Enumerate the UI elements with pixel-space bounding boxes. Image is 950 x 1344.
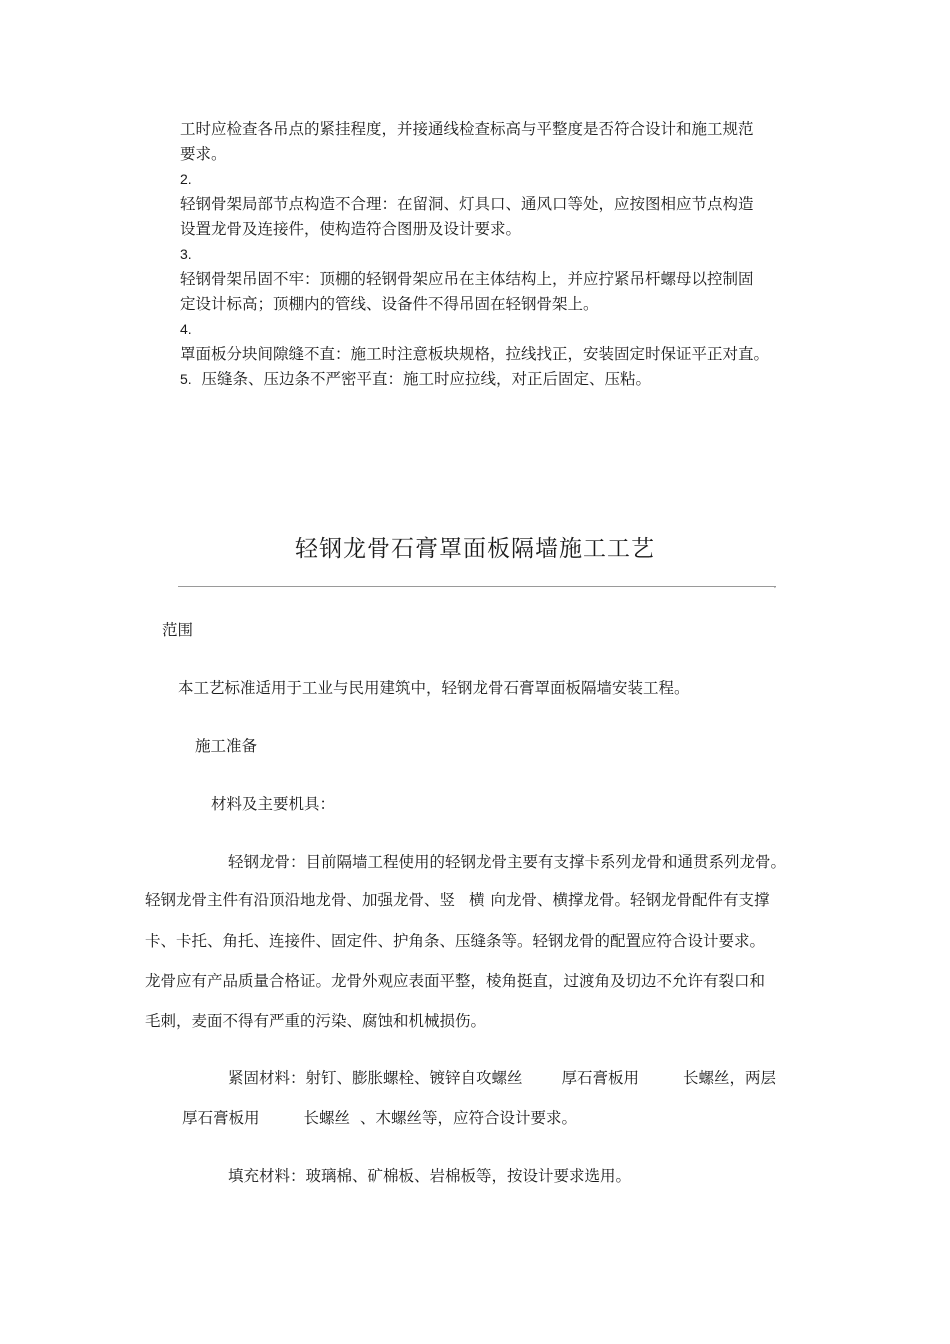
divider-mark: , [774,580,777,589]
paragraph-line [145,888,770,910]
document-title: 轻钢龙骨石膏罩面板隔墙施工工艺 [295,536,655,562]
text-segment: 、木螺丝等，应符合设计要求。 [360,1109,578,1127]
text-segment: 向龙骨、横撑龙骨。轻钢龙骨配件有支撑 [490,891,770,909]
paragraph-line [228,1066,776,1088]
text-segment: 紧固材料：射钉、膨胀螺栓、镀锌自攻螺丝 [228,1069,523,1087]
paragraph-line: 毛刺，麦面不得有严重的污染、腐蚀和机械损伤。 [145,1012,487,1030]
list-number: 3. [180,246,192,262]
paragraph-line: 工时应检查各吊点的紧挂程度，并接通线检查标高与平整度是否符合设计和施工规范 [180,120,754,138]
text-segment: 长螺丝，两层 [683,1069,777,1087]
list-item-text: 轻钢骨架局部节点构造不合理：在留洞、灯具口、通风口等处，应按图相应节点构造 [180,195,754,213]
list-number: 2. [180,171,192,187]
paragraph-line: 龙骨应有产品质量合格证。龙骨外观应表面平整，棱角挺直，过渡角及切边不允许有裂口和 [145,972,766,990]
list-item-text: 设置龙骨及连接件，使构造符合图册及设计要求。 [180,220,522,238]
text-segment: 厚石膏板用 [561,1069,640,1087]
paragraph-line: 轻钢龙骨：目前隔墙工程使用的轻钢龙骨主要有支撑卡系列龙骨和通贯系列龙骨。 [228,853,787,871]
text-segment: 厚石膏板用 [182,1109,260,1127]
list-number: 4. [180,321,192,337]
section-heading-scope: 范围 [162,621,194,639]
paragraph-line: 卡、卡托、角托、连接件、固定件、护角条、压缝条等。轻钢龙骨的配置应符合设计要求。 [145,932,766,950]
paragraph-line: 填充材料：玻璃棉、矿棉板、岩棉板等，按设计要求选用。 [228,1167,632,1185]
paragraph-line: 要求。 [180,145,227,163]
paragraph-line [182,1106,577,1128]
text-segment: 横 [469,891,485,909]
subsection-heading-materials: 材料及主要机具： [211,795,336,813]
list-item [180,367,651,392]
section-heading-prep: 施工准备 [195,737,258,755]
list-item-text: 定设计标高；顶棚内的管线、设备件不得吊固在轻钢骨架上。 [180,295,599,313]
title-divider [178,586,775,587]
text-segment: 长螺丝 [303,1109,351,1127]
list-item-text: 压缝条、压边条不严密平直：施工时应拉线，对正后固定、压粘。 [201,370,652,388]
list-item-text: 轻钢骨架吊固不牢：顶棚的轻钢骨架应吊在主体结构上，并应拧紧吊杆螺母以控制固 [180,270,754,288]
text-segment: 轻钢龙骨主件有沿顶沿地龙骨、加强龙骨、竖 [145,891,456,909]
paragraph: 本工艺标准适用于工业与民用建筑中，轻钢龙骨石膏罩面板隔墙安装工程。 [178,679,690,697]
list-number: 5. [180,371,192,387]
list-item-text: 罩面板分块间隙缝不直：施工时注意板块规格，拉线找正，安装固定时保证平正对直。 [180,345,770,363]
